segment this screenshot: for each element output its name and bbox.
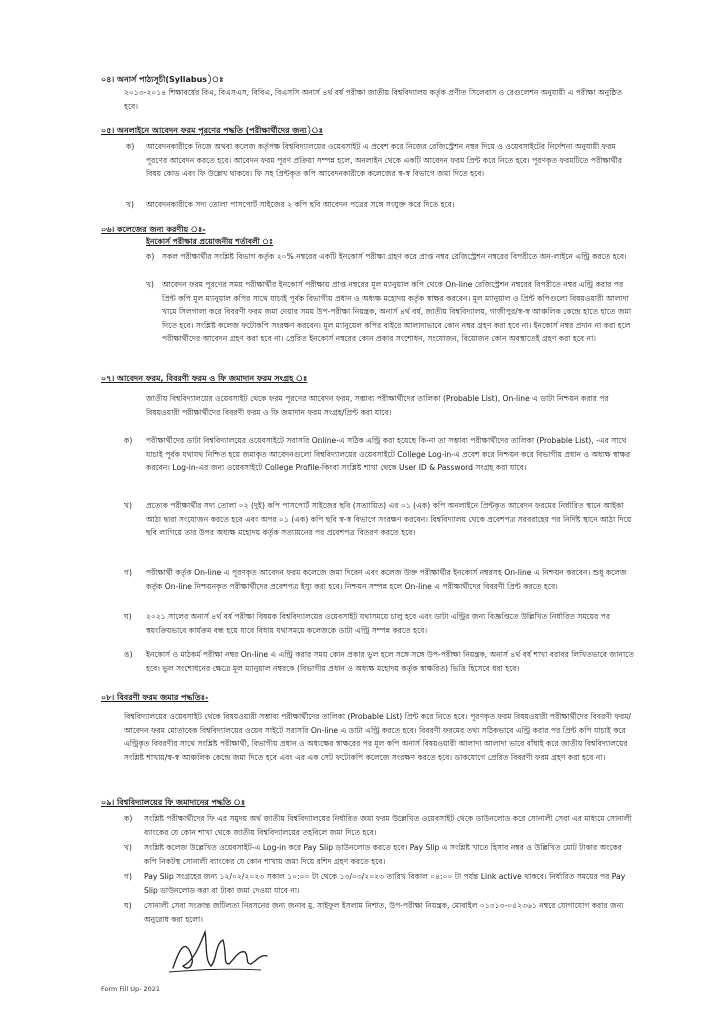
- item-label: খ): [126, 200, 134, 209]
- section-06-heading: ০৬। কলেজের জন্য করণীয় ঃ-: [101, 225, 206, 234]
- section-06-item-ka: সকল পরীক্ষার্থীর সংশ্লিষ্ট বিভাগ কর্তৃক ২০% নম্বরের একটি ইনকোর্স পরীক্ষা গ্রহণ করে প্রাপ্ত নম্বর রেজিস্ট্রেশন নম্বরের বিপরীতে অন-লাইনে এন্ট্রি করতে হবে।: [162, 252, 627, 261]
- section-07-item-kha: প্রত্যেক পরীক্ষার্থীর সদ্য তোলা ০২ (দুই) কপি পাসপোর্ট সাইজের ছবি (সত্যায়িত) এর ০১ (এক) কপি অনলাইনে প্রিন্টকৃত আবেদন ফরমের নির্ধারিত স্থানে আইকা আঠা দ্বারা সংযোজন করতে হবে এবং অপর ০১ (এক) কপি ছবি স্ব-স্ব বিভাগে সংরক্ষণ করবেন। বিশ্ববিদ্যালয় থেকে প্রবেশপত্র সরবরাহের পর নির্দিষ্ট স্থানে আঠা দিয়ে ছবি লাগিয়ে তার উপর অধ্যক্ষ মহোদয় কর্তৃক সত্যায়নের পর প্রবেশপত্র বিতরণ করতে হবে।: [146, 501, 632, 538]
- section-09-heading: ০৯। বিশ্ববিদ্যালয়ের ফি জমাদানের পদ্ধতি ঃ: [101, 798, 246, 807]
- item-label: গ): [124, 872, 132, 881]
- item-label: ঙ): [124, 650, 133, 659]
- section-07-item-ga: পরীক্ষার্থী কর্তৃক On-line এ পূরণকৃত আবেদন ফরম কলেজে জমা দিবেন এবং কলেজ উক্ত পরীক্ষার্থীর ইনকোর্স নম্বরসহ On-line এ নিশ্চয়ন করবেন। শুধু কলেজ কর্তৃক On-line নিশ্চয়নকৃত পরীক্ষার্থীদের প্রবেশপত্র ইস্যু করা হবে। নিশ্চয়ন সম্পন্ন হলে On-line এ পরীক্ষার্থীদের বিবরণী প্রিন্ট করতে হবে।: [146, 568, 627, 591]
- section-05-item-ka: আবেদনকারীকে নিজে অথবা কলেজ কর্তৃপক্ষ বিশ্ববিদ্যালয়ের ওয়েবসাইট এ প্রবেশ করে নিজের রেজিস্ট্রেশন নম্বর দিয়ে ও ওয়েবসাইটের নির্দেশনা অনুযায়ী ফরম পূরণের আবেদন করতে হবে। আবেদন ফরম পূরণ প্রক্রিয়া সম্পন্ন হলে, অনলাইন থেকে একটি আবেদন ফরম প্রিন্ট করে নিতে হবে। পূরণকৃত ফরমটিতে পরীক্ষার্থীর বিষয় কোড এবং ফি উল্লেখ থাকবে। ফি সহ প্রিন্টকৃত কপি আবেদনকারীকে কলেজের স্ব-স্ব বিভাগে জমা দিতে হবে।: [146, 142, 623, 179]
- section-07-item-gha: ২০২১ সালের অনার্স ৪র্থ বর্ষ পরীক্ষা বিষয়ক বিশ্ববিদ্যালয়ের ওয়েবসাইট যথাসময়ে চালু হবে এবং ডাটা এন্ট্রির জন্য বিজ্ঞপ্তিতে উল্লিখিত নির্ধারিত সময়ের পর স্বয়ংক্রিয়ভাবে কার্যক্রম বন্ধ হয়ে যাবে বিধায় যথাসময়ে কলেজকে ডাটা এন্ট্রি সম্পন্ন করতে হবে।: [146, 612, 611, 635]
- item-label: ঘ): [124, 901, 132, 910]
- section-06-item-kha: আবেদন ফরম পূরণের সময় পরীক্ষার্থীর ইনকোর্স পরীক্ষায় প্রাপ্ত নম্বরের মূল ম্যানুয়াল কপি থেকে On-line রেজিস্ট্রেশন নম্বরের বিপরীতে নম্বর এন্ট্রি করার পর প্রিন্ট কপি মূল ম্যানুয়াল কপির সাথে যাচাই পূর্বক বিভাগীয় প্রধান ও অধ্যক্ষ মহোদয় কর্তৃক স্বাক্ষর করবেন। মূল ম্যানুয়াল ও প্রিন্ট কপিগুলো বিষয়ওয়ারী আলাদা খামে সিলগালা করে বিবরণী ফরম জমা দেয়ার সময় উপ-পরীক্ষা নিয়ন্ত্রক, অনার্স ৪র্থ বর্ষ, জাতীয় বিশ্ববিদ্যালয়, গাজীপুর/স্ব-স্ব আঞ্চলিক কেন্দ্রে হাতে হাতে জমা দিতে হবে। সংশ্লিষ্ট কলেজ ফটোকপি সংরক্ষণ করবেন। মূল ম্যানুয়েল কপির বাইরে আলাদাভাবে কোন নম্বর গ্রহণ করা হবে না। ইনকোর্স নম্বর প্রদান না করা হলে পরীক্ষার্থীদের আবেদন গ্রহণ করা হবে না। প্রেরিত ইনকোর্স নম্বরের কোন প্রকার সংশোধন, সংযোজন, বিয়োজন কোন অবস্থাতেই গ্রহণ করা হবে না।: [162, 280, 632, 344]
- handwritten-signature: [165, 920, 275, 980]
- footer-form-label: Form Fill Up- 2021: [101, 985, 161, 993]
- section-07-heading: ০৭। আবেদন ফরম, বিবরণী ফরম ও ফি জমাদান ফরম সংগ্রহ ঃ: [101, 374, 308, 383]
- item-label: ঘ): [124, 612, 132, 621]
- item-label: খ): [146, 280, 154, 289]
- section-09-item-gha: সোনালী সেবা সংক্রান্ত জটিলতা নিরসনের জন্য জনাব মু. সাইফুল ইসলাম নিশাত, উপ-পরীক্ষা নিয়ন্ত্রক, মোবাইল ০১৩১৩-০৫২৩৬১ নম্বরে যোগাযোগ করার জন্য অনুরোধ করা হলো।: [144, 901, 624, 924]
- section-06-subheading: ইনকোর্স পরীক্ষার প্রয়োজনীয় শর্তাবলী ঃ: [146, 237, 274, 246]
- item-label: ক): [146, 252, 155, 261]
- section-09-item-ga: Pay Slip সংগ্রহের জন্য ১২/০২/২০২৩ সকাল ১০:০০ টা থেকে ১৩/০৩/২০২৩ তারিখ বিকাল ০৪:০০ টা পর্যন্ত Link active থাকবে। নির্ধারিত সময়ের পর Pay Slip ডাউনলোড করা বা টাকা জমা দেওয়া যাবে না।: [144, 872, 626, 895]
- section-07-item-umo: ইনকোর্স ও মাঠকর্ম পরীক্ষা নম্বর On-line এ এন্ট্রি করার সময় কোন প্রকার ভুল হলে সঙ্গে সঙ্গে উপ-পরীক্ষা নিয়ন্ত্রক, অনার্স ৪র্থ বর্ষ শাখা বরাবর লিখিতভাবে জানাতে হবে। ভুল সংশোধনের ক্ষেত্রে মূল ম্যানুয়াল নম্বরকে (বিভাগীয় প্রধান ও অধ্যক্ষ মহোদয় কর্তৃক স্বাক্ষরিত) ভিত্তি হিসেবে ধরা হবে।: [146, 650, 634, 673]
- item-label: গ): [124, 568, 132, 577]
- section-07-item-ka: পরীক্ষার্থীদের ডাটা বিশ্ববিদ্যালয়ের ওয়েবসাইটে সরাসরি Online-এ সঠিক এন্ট্রি করা হয়েছে কি-না তা সম্ভাব্য পরীক্ষার্থীদের তালিকা (Probable List), -এর সাথে যাচাই পূর্বক যথাযথ নিশ্চিত হয়ে জমাকৃত আবেদনগুলো বিশ্ববিদ্যালয়ের ওয়েবসাইটে College Log-in-এ প্রবেশ করে নিশ্চয়ন করে বিভাগীয় প্রধান ও অধ্যক্ষ স্বাক্ষর করবেন। Log-in-এর জন্য ওয়েবসাইটে College Profile-কিংবা সংশ্লিষ্ট শাখা থেকে User ID & Password সংগ্রহ করা যাবে।: [146, 436, 631, 473]
- item-label: খ): [124, 843, 132, 852]
- item-label: খ): [124, 501, 132, 510]
- section-08-heading: ০৮। বিবরণী ফরম জমার পদ্ধতিঃ-: [101, 693, 209, 702]
- section-04-body: ২০১৩-২০১৪ শিক্ষাবর্ষের বিএ, বিএসএস, বিবিএ, বিএসসি অনার্স ৪র্থ বর্ষ পরীক্ষা জাতীয় বিশ্ববিদ্যালয় কর্তৃক প্রণীত সিলেবাস ও রেগুলেশন অনুযায়ী এ পরীক্ষা অনুষ্ঠিত হবে।: [124, 88, 622, 111]
- section-09-item-ka: সংশ্লিষ্ট পরীক্ষার্থীদের ফি এর সমুদয় অর্থ জাতীয় বিশ্ববিদ্যালয়ের নির্ধারিত জমা ফরম উল্লেখিত ওয়েবসাইট থেকে ডাউনলোড করে সোনালী সেবা এর মাধ্যমে সোনালী ব্যাংকের যে কোন শাখা থেকে জাতীয় বিশ্ববিদ্যালয়ের তহবিলে জমা দিতে হবে।: [144, 814, 632, 837]
- section-05-heading: ০৫। অনলাইনে আবেদন ফরম পূরণের পদ্ধতি (পরীক্ষার্থীদের জন্য)ঃ: [101, 126, 323, 135]
- item-label: ক): [126, 142, 135, 151]
- item-label: ক): [124, 436, 133, 445]
- section-07-intro: জাতীয় বিশ্ববিদ্যালয়ের ওয়েবসাইট থেকে ফরম পূরণের আবেদন ফরম, সম্ভাব্য পরীক্ষার্থীদের তালিকা (Probable List), On-line এ ডাটা নিশ্চয়ন করার পর বিষয়ওয়ারী পরীক্ষার্থীদের বিবরণী ফরম ও ফি জমাদান ফরম সংগ্রহ/প্রিন্ট করা যাবে।: [146, 394, 609, 417]
- section-09-item-kha: সংশ্লিষ্ট কলেজ উল্লেখিত ওয়েবসাইট-এ Log-in করে Pay Slip ডাউনলোড করতে হবে। Pay Slip এ সংশ্লিষ্ট খাতে হিসাব নম্বর ও উল্লিখিত মোট টাকার অংকের কপি নিকটস্থ সোনালী ব্যাংকের যে কোন শাখায় জমা দিয়ে রশিদ গ্রহণ করতে হবে।: [144, 843, 622, 866]
- section-05-item-kha: আবেদনকারীকে সদ্য তোলা পাসপোর্ট সাইজের ২ কপি ছবি আবেদন পত্রের সঙ্গে সংযুক্ত করে দিতে হবে।: [146, 200, 455, 209]
- item-label: ক): [124, 814, 133, 823]
- section-08-body: বিশ্ববিদ্যালয়ের ওয়েবসাইট থেকে বিষয়ওয়ারী সম্ভাব্য পরীক্ষার্থীদের তালিকা (Probable List) প্রিন্ট করে নিতে হবে। পূরণকৃত ফরম বিষয়ওয়ারী পরীক্ষার্থীদের বিবরণী ফরম/আবেদন ফরম মোতাবেক বিশ্ববিদ্যালয়ের ওয়েব সাইটে সরাসরি On-line এ ডাটা এন্ট্রি করতে হবে। বিবরণী ফরমের তথ্য সঠিকভাবে এন্ট্রি করার পর প্রিন্ট কপি যাচাই করে এন্ট্রিকৃত বিবরণীর সাথে সংশ্লিষ্ট পরীক্ষার্থী, বিভাগীয় প্রধান ও অধ্যক্ষের স্বাক্ষরের পর মূল কপি অনার্স বিষয়ওয়ারী আলাদা আলাদা ভাবে বাঁধাই করে জাতীয় বিশ্ববিদ্যালয়ের সংশ্লিষ্ট শাখায়/স্ব-স্ব আঞ্চলিক কেন্দ্রে জমা দিতে হবে এবং এর এক সেট ফটোকপি কলেজে সংরক্ষণ করতে হবে। ডাকযোগে প্রেরিত বিবরণী ফরম গ্রহণ করা হবে না।: [124, 712, 631, 762]
- section-04-heading: ০৪। অনার্স পাঠ্যসূচী(Syllabus)ঃ: [101, 75, 224, 84]
